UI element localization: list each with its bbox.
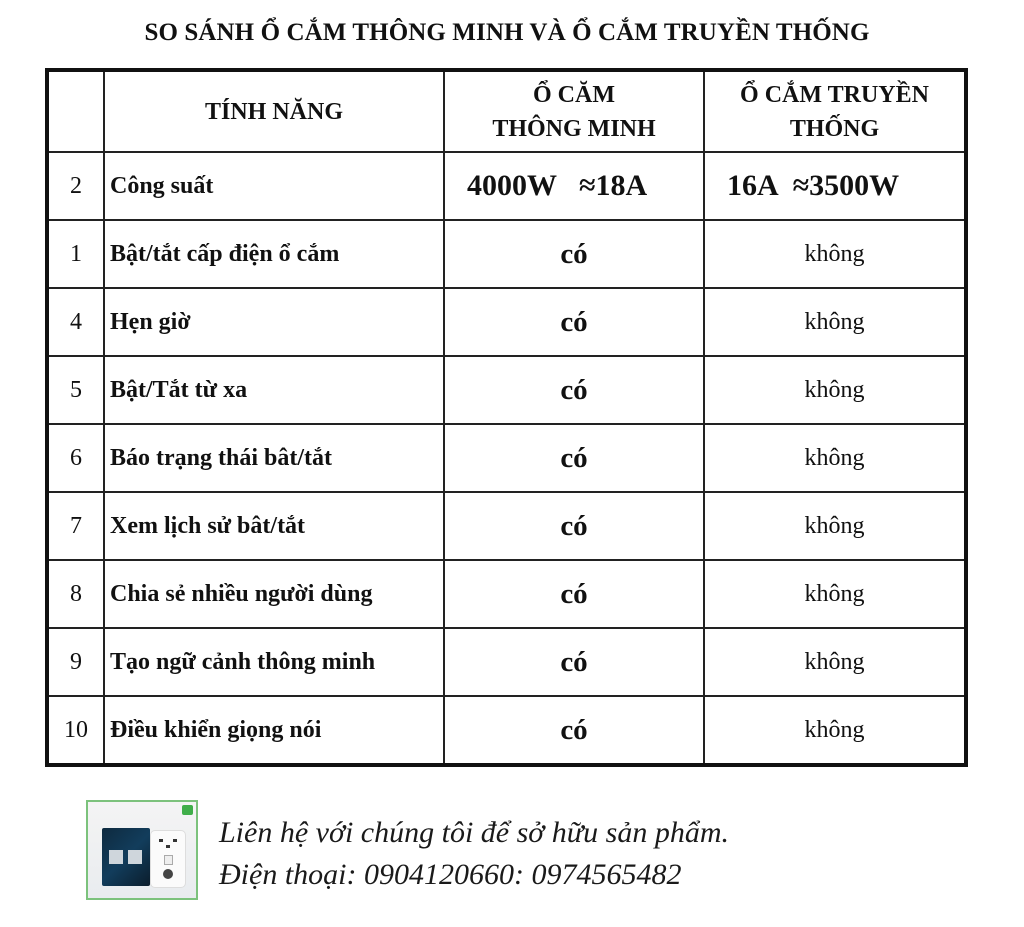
product-thumbnail [86,800,198,900]
table-row [47,220,966,288]
row-number: 5 [47,356,104,424]
contact-info [219,812,729,896]
smart-power-cell [444,152,704,220]
header-feature: TÍNH NĂNG [104,70,444,152]
traditional-watts: ≈3500W [792,169,900,202]
row-number: 1 [47,220,104,288]
smart-value: có [444,696,704,765]
table-row [47,424,966,492]
row-number: 4 [47,288,104,356]
traditional-value: không [704,492,966,560]
table-row [47,628,966,696]
smart-amps: ≈18A [579,169,648,202]
row-feature: Xem lịch sử bât/tắt [104,492,444,560]
traditional-value: không [704,220,966,288]
power-button-icon [163,869,173,879]
socket-hole-icon [166,845,170,848]
qr-code-icon [109,850,123,864]
row-number: 9 [47,628,104,696]
row-feature: Hẹn giờ [104,288,444,356]
table-row [47,696,966,765]
phone-line: Điện thoại: 0904120660: 0974565482 [219,858,682,891]
row-number: 8 [47,560,104,628]
smart-value: có [444,628,704,696]
row-number: 7 [47,492,104,560]
table-header-row [47,70,966,152]
traditional-power-cell [704,152,966,220]
page-title: SO SÁNH Ổ CẮM THÔNG MINH VÀ Ổ CẮM TRUYỀN THỐNG [144,19,870,46]
smart-value: có [444,492,704,560]
product-box-icon [102,828,150,886]
app-badge-icon [182,805,193,815]
traditional-value: không [704,288,966,356]
traditional-value: không [704,560,966,628]
traditional-value: không [704,628,966,696]
traditional-amps: 16A [727,169,779,202]
led-indicator-icon [164,855,173,865]
traditional-value: không [704,696,966,765]
table-row [47,492,966,560]
smart-value: có [444,220,704,288]
comparison-table [45,68,968,767]
smart-value: có [444,356,704,424]
header-smart-line1: Ổ CĂM [533,81,615,108]
row-feature: Điều khiển giọng nói [104,696,444,765]
row-feature: Báo trạng thái bât/tắt [104,424,444,492]
smart-plug-icon [150,830,186,888]
row-feature: Bật/tắt cấp điện ổ cắm [104,220,444,288]
header-smart-socket [444,70,704,152]
smart-value: có [444,424,704,492]
row-feature: Công suất [104,152,444,220]
smart-value: có [444,560,704,628]
socket-hole-icon [173,839,177,842]
traditional-value: không [704,424,966,492]
header-traditional-socket [704,70,966,152]
row-number: 2 [47,152,104,220]
header-traditional-line2: THỐNG [789,115,880,142]
table-row [47,560,966,628]
traditional-value: không [704,356,966,424]
row-number: 6 [47,424,104,492]
smart-watts: 4000W [467,169,557,202]
contact-line: Liên hệ với chúng tôi để sở hữu sản phẩm. [219,816,729,849]
table-row-power [47,152,966,220]
row-feature: Bật/Tắt từ xa [104,356,444,424]
row-feature: Chia sẻ nhiều người dùng [104,560,444,628]
header-no [47,70,104,152]
table-row [47,356,966,424]
smart-value: có [444,288,704,356]
header-smart-line2: THÔNG MINH [492,115,656,142]
table-row [47,288,966,356]
header-traditional-line1: Ổ CẮM TRUYỀN [740,81,929,108]
qr-code-icon [128,850,142,864]
row-number: 10 [47,696,104,765]
row-feature: Tạo ngữ cảnh thông minh [104,628,444,696]
socket-hole-icon [159,839,163,842]
